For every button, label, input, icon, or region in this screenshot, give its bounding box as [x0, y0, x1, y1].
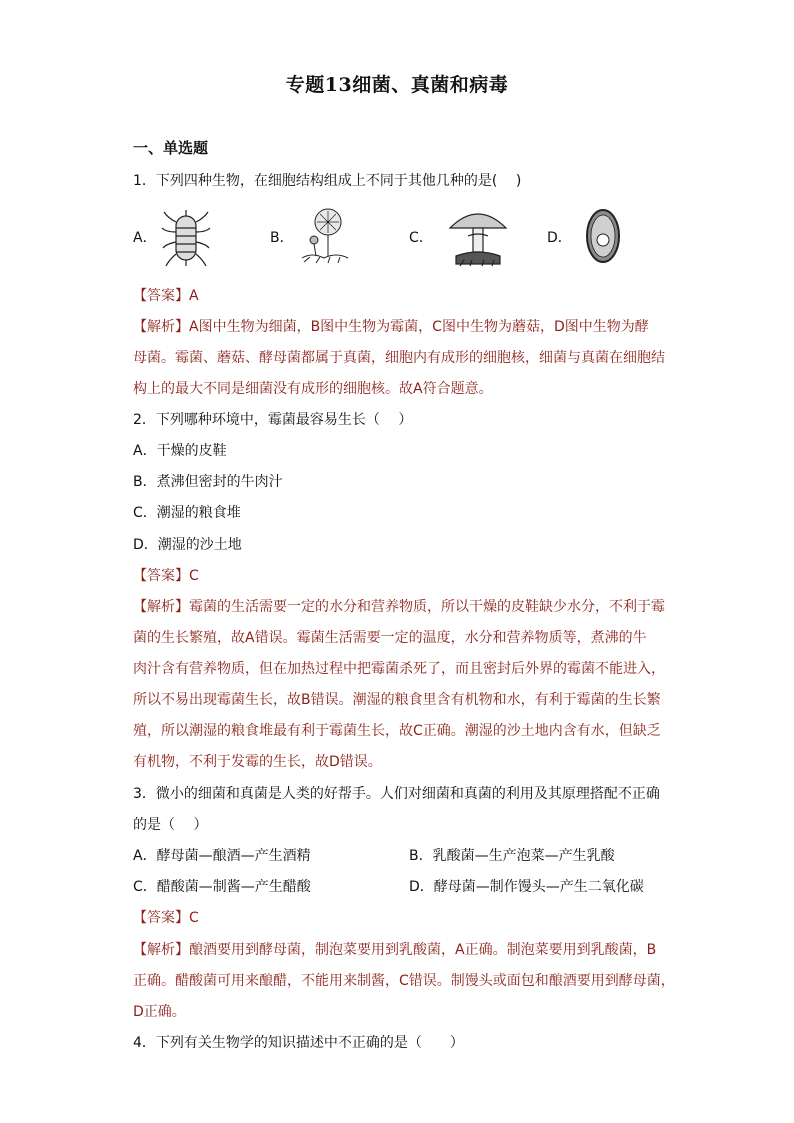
mushroom-icon	[446, 204, 510, 268]
mold-icon	[298, 206, 352, 268]
analysis-tag: 【解析】	[133, 319, 189, 335]
q2-option-c: C．潮湿的粮食堆	[133, 505, 241, 521]
analysis-tag: 【解析】	[133, 942, 189, 958]
q2-analysis-line-1	[133, 597, 665, 617]
question-3-stem-line-1: 3．微小的细菌和真菌是人类的好帮手。人们对细菌和真菌的利用及其原理搭配不正确	[133, 786, 660, 802]
yeast-icon	[583, 206, 623, 266]
q1-analysis-line-3: 构上的最大不同是细菌没有成形的细胞核。故A符合题意。	[133, 381, 493, 397]
answer-tag: 【答案】	[133, 568, 189, 584]
q3-option-c: C．醋酸菌—制酱—产生醋酸	[133, 879, 311, 895]
question-2-stem: 2．下列哪种环境中，霉菌最容易生长（ ）	[133, 412, 413, 428]
page-title: 专题13细菌、真菌和病毒	[285, 74, 509, 96]
section-heading: 一、单选题	[133, 139, 209, 157]
q3-option-d: D．酵母菌—制作馒头—产生二氧化碳	[409, 879, 644, 895]
answer-tag: 【答案】	[133, 288, 189, 304]
q2-answer	[133, 566, 199, 586]
q1-option-c-label: C．	[409, 230, 433, 246]
answer-value: A	[189, 288, 199, 304]
q3-analysis-line-2: 正确。醋酸菌可用来酿醋，不能用来制酱，C错误。制馒头或面包和酿酒要用到酵母菌，	[133, 973, 675, 989]
bacterium-icon	[160, 208, 212, 268]
q3-answer	[133, 908, 199, 928]
q3-analysis-line-1	[133, 940, 656, 960]
q1-option-b-label: B．	[270, 230, 294, 246]
answer-tag: 【答案】	[133, 910, 189, 926]
q1-answer	[133, 286, 199, 306]
q1-analysis-line-2: 母菌。霉菌、蘑菇、酵母菌都属于真菌，细胞内有成形的细胞核，细菌与真菌在细胞结	[133, 350, 665, 366]
q2-analysis-line-6: 有机物，不利于发霉的生长，故D错误。	[133, 754, 382, 770]
analysis-text: A图中生物为细菌，B图中生物为霉菌，C图中生物为蘑菇，D图中生物为酵	[189, 319, 649, 335]
question-3-stem-line-2: 的是（ ）	[133, 817, 208, 833]
q2-analysis-line-4: 所以不易出现霉菌生长，故B错误。潮湿的粮食里含有机物和水，有利于霉菌的生长繁	[133, 692, 661, 708]
q3-analysis-line-3: D正确。	[133, 1004, 186, 1020]
q2-option-d: D．潮湿的沙土地	[133, 537, 242, 553]
answer-value: C	[189, 568, 199, 584]
q1-option-a-label: A．	[133, 230, 157, 246]
q3-option-a: A．酵母菌—酿酒—产生酒精	[133, 848, 311, 864]
question-4-stem: 4．下列有关生物学的知识描述中不正确的是（ ）	[133, 1035, 464, 1051]
q2-option-b: B．煮沸但密封的牛肉汁	[133, 474, 283, 490]
analysis-text: 酿酒要用到酵母菌，制泡菜要用到乳酸菌，A正确。制泡菜要用到乳酸菌，B	[189, 942, 657, 958]
answer-value: C	[189, 910, 199, 926]
q1-option-d-label: D．	[547, 230, 572, 246]
analysis-tag: 【解析】	[133, 599, 189, 615]
q2-option-a: A．干燥的皮鞋	[133, 443, 227, 459]
analysis-text: 霉菌的生活需要一定的水分和营养物质，所以干燥的皮鞋缺少水分，不利于霉	[189, 599, 665, 615]
q2-analysis-line-5: 殖，所以潮湿的粮食堆最有利于霉菌生长，故C正确。潮湿的沙土地内含有水，但缺乏	[133, 723, 661, 739]
q2-analysis-line-2: 菌的生长繁殖，故A错误。霉菌生活需要一定的温度，水分和营养物质等，煮沸的牛	[133, 630, 647, 646]
q3-option-b: B．乳酸菌—生产泡菜—产生乳酸	[409, 848, 615, 864]
q2-analysis-line-3: 肉汁含有营养物质，但在加热过程中把霉菌杀死了，而且密封后外界的霉菌不能进入，	[133, 661, 665, 677]
question-1-stem: 1．下列四种生物，在细胞结构组成上不同于其他几种的是( )	[133, 173, 522, 189]
q1-analysis-line-1	[133, 317, 649, 337]
